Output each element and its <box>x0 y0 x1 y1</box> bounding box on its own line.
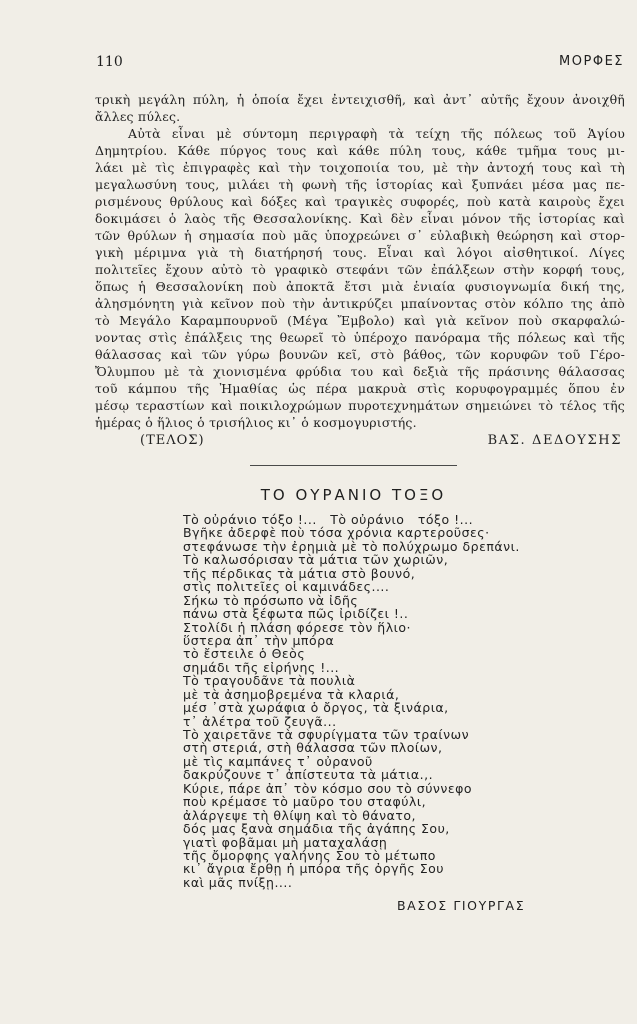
poem-line: ἀλάργεψε τὴ θλίψη καὶ τὸ θάνατο, <box>183 807 416 823</box>
article-line: τὸ Μεγάλο Καραμπουρνοῦ (Μέγα Ἔμβολο) καὶ γιὰ κεῖνον ποὺ σκαρφαλώ- <box>95 313 625 328</box>
poem-line: Σήκω τὸ πρόσωπο νὰ ἰδῆς <box>183 592 359 608</box>
poem-line: πάνω στὰ ξέφωτα πῶς ἰριδίζει !.. <box>183 606 409 622</box>
poem-title: ΤΟ ΟΥΡΑΝΙΟ ΤΟΞΟ <box>260 486 447 504</box>
poem-line: δός μας ξανὰ σημάδια τῆς ἀγάπης Σου, <box>183 821 450 837</box>
article-line: ἡμέρας ὁ ἥλιος ὁ τρισήλιος κι᾿ ὁ κοσμογυριστής. <box>95 415 417 430</box>
poem-line: τῆς ὄμορφης γαλήνης Σου τὸ μέτωπο <box>183 847 436 863</box>
poem-line: στεφάνωσε τὴν ἐρημιὰ μὲ τὸ πολύχρωμο δρεπάνι. <box>183 538 520 554</box>
article-author: ΒΑΣ. ΔΕΔΟΥΣΗΣ <box>487 433 622 448</box>
poem-line: στὴ στεριά, στὴ θάλασσα τῶν πλοίων, <box>183 740 443 756</box>
poem-line: Τὸ καλωσόρισαν τὰ μάτια τῶν χωριῶν, <box>183 552 449 568</box>
poem-line: στὶς πολιτεῖες οἱ καμινάδες.... <box>183 579 390 595</box>
poem-line: μὲ τὶς καμπάνες τ᾿ οὐρανοῦ <box>183 753 373 769</box>
poem-line: Κύριε, πάρε ἀπ᾿ τὸν κόσμο σου τὸ σύννεφο <box>183 780 473 796</box>
poem-line: Τὸ οὐράνιο τόξο !... Τὸ οὐράνιο τόξο !... <box>183 512 474 527</box>
article-line: τῶν θρύλων ἡ σημασία ποὺ μᾶς ὑποχρεώνει σ᾿ εὐλαβικὴ θεώρηση καὶ στορ- <box>95 228 625 243</box>
page-number: 110 <box>96 54 123 70</box>
article-line: Αὐτὰ εἶναι μὲ σύντομη περιγραφὴ τὰ τείχη τῆς πόλεως τοῦ Ἁγίου <box>128 126 625 141</box>
article-line: νοντας στὶς ἐπάλξεις της θεωρεῖ τὸ ὑπέροχο πανόραμα τῆς πόλεως καὶ τῆς <box>95 330 625 345</box>
article-line: τοῦ κάμπου τῆς Ἠμαθίας ὡς πέρα μακρυὰ στὶς κορυφογραμμές ὅπου ἐν <box>95 381 625 396</box>
article-signoff <box>95 432 625 449</box>
poem-line: μέσ ᾿στὰ χωράφια ὁ ὄργος, τὰ ξινάρια, <box>183 700 449 716</box>
poem-line: καὶ μᾶς πνίξῃ.... <box>183 874 293 890</box>
article-line: ἀλησμόνητη γιὰ κεῖνον ποὺ τὴν ἀντικρύζει μπαίνοντας στὸν κόλπο της ἀπὸ <box>95 296 625 311</box>
poem-author: ΒΑΣΟΣ ΓΙΟΥΡΓΑΣ <box>397 898 526 913</box>
end-mark: (ΤΕΛΟΣ) <box>140 433 205 448</box>
poem-line: Στολίδι ἡ πλάση φόρεσε τὸν ἥλιο· <box>183 619 411 635</box>
poem-line: σημάδι τῆς εἰρήνης !... <box>183 659 340 675</box>
article-line: Δημητρίου. Κάθε πύργος τους καὶ κάθε πύλη τους, κάθε τμῆμα τους μι- <box>95 143 625 158</box>
poem-body <box>183 513 520 889</box>
article-line: γικὴ μέριμνα γιὰ τὴ διατήρησή τους. Εἶναι καὶ λόγοι αἰσθητικοί. Λίγες <box>95 245 625 260</box>
poem-line: τ᾿ ἀλέτρα τοῦ ζευγᾶ... <box>183 713 337 729</box>
article-line: τρικὴ μεγάλη πύλη, ἡ ὁποία ἔχει ἐντειχισθῆ, καὶ ἀντ᾿ αὐτῆς ἔχουν ἀνοιχθῆ <box>95 92 625 107</box>
article-line: ἄλλες πύλες. <box>95 109 181 124</box>
poem-line: τῆς πέρδικας τὰ μάτια στὸ βουνό, <box>183 565 416 581</box>
article-line: μέσῳ τεραστίων καὶ ποικιλοχρώμων πυροτεχνημάτων σημειώνει τὸ τέλος τῆς <box>95 398 625 413</box>
section-divider <box>250 465 457 466</box>
article-conclusion <box>95 91 625 431</box>
running-header-journal-title: ΜΟΡΦΕΣ <box>559 54 624 69</box>
poem-line: Τὸ χαιρετᾶνε τὰ σφυρίγματα τῶν τραίνων <box>183 727 470 742</box>
poem-line: Τὸ τραγουδᾶνε τὰ πουλιὰ <box>183 673 356 689</box>
poem-line: ποὺ κρέμασε τὸ μαῦρο του σταφύλι, <box>183 794 427 810</box>
article-line: Ὄλυμπου μὲ τὰ χιονισμένα φρύδια του καὶ δεξιὰ τῆς πράσινης θάλασσας <box>95 364 625 379</box>
article-line: δοκιμάσει ὁ λαὸς τῆς Θεσσαλονίκης. Καὶ δὲν εἶναι μόνον τῆς ἱστορίας καὶ <box>95 211 625 226</box>
poem-line: τὸ ἔστειλε ὁ Θεὸς <box>183 646 306 662</box>
poem-line: γιατὶ φοβᾶμαι μὴ ματαχαλάσῃ <box>183 834 388 850</box>
poem-line: μὲ τὰ ἀσημοβρεμένα τὰ κλαριά, <box>183 686 400 702</box>
article-line: πολιτεῖες ἔχουν αὐτὸ τὸ γραφικὸ στεφάνι τῶν ἐπάλξεων στὴν κορφή τους, <box>95 262 625 277</box>
article-line: θάλασσας καὶ τῶν γύρω βουνῶν κεῖ, στὸ βάθος, τῶν κορυφῶν τοῦ Γέρο- <box>95 347 625 362</box>
article-line: ρισμένους θρύλους καὶ δόξες καὶ τραγικὲς συφορές, ποὺ κατὰ καιροὺς ἔχει <box>95 194 625 209</box>
poem-line: Βγῆκε ἀδερφὲ ποὺ τόσα χρόνια καρτεροῦσες· <box>183 525 490 541</box>
poem-line: δακρύζουνε τ᾿ ἀπίστευτα τὰ μάτια.,. <box>183 767 434 783</box>
article-line: λάει μὲ τὶς ἐπιγραφὲς καὶ τὴν τοιχοποιία του, μὲ τὴν ἀντοχή τους καὶ τὴ <box>95 160 625 175</box>
article-line: μεγαλωσύνη τους, μιλάει τὴ φωνὴ τῆς ἱστορίας καὶ ξυπνάει μέσα μας πε- <box>95 177 625 192</box>
poem-line: ὕστερα ἀπ᾿ τὴν μπόρα <box>183 632 335 648</box>
article-line: ὅπως ἡ Θεσσαλονίκη ποὺ ἀποκτᾶ ἔτσι μιὰ ἑνιαία φυσιογνωμία δική της, <box>95 279 625 294</box>
poem-line: κι᾿ ἄγρια ἔρθῃ ἡ μπόρα τῆς ὀργῆς Σου <box>183 861 444 877</box>
